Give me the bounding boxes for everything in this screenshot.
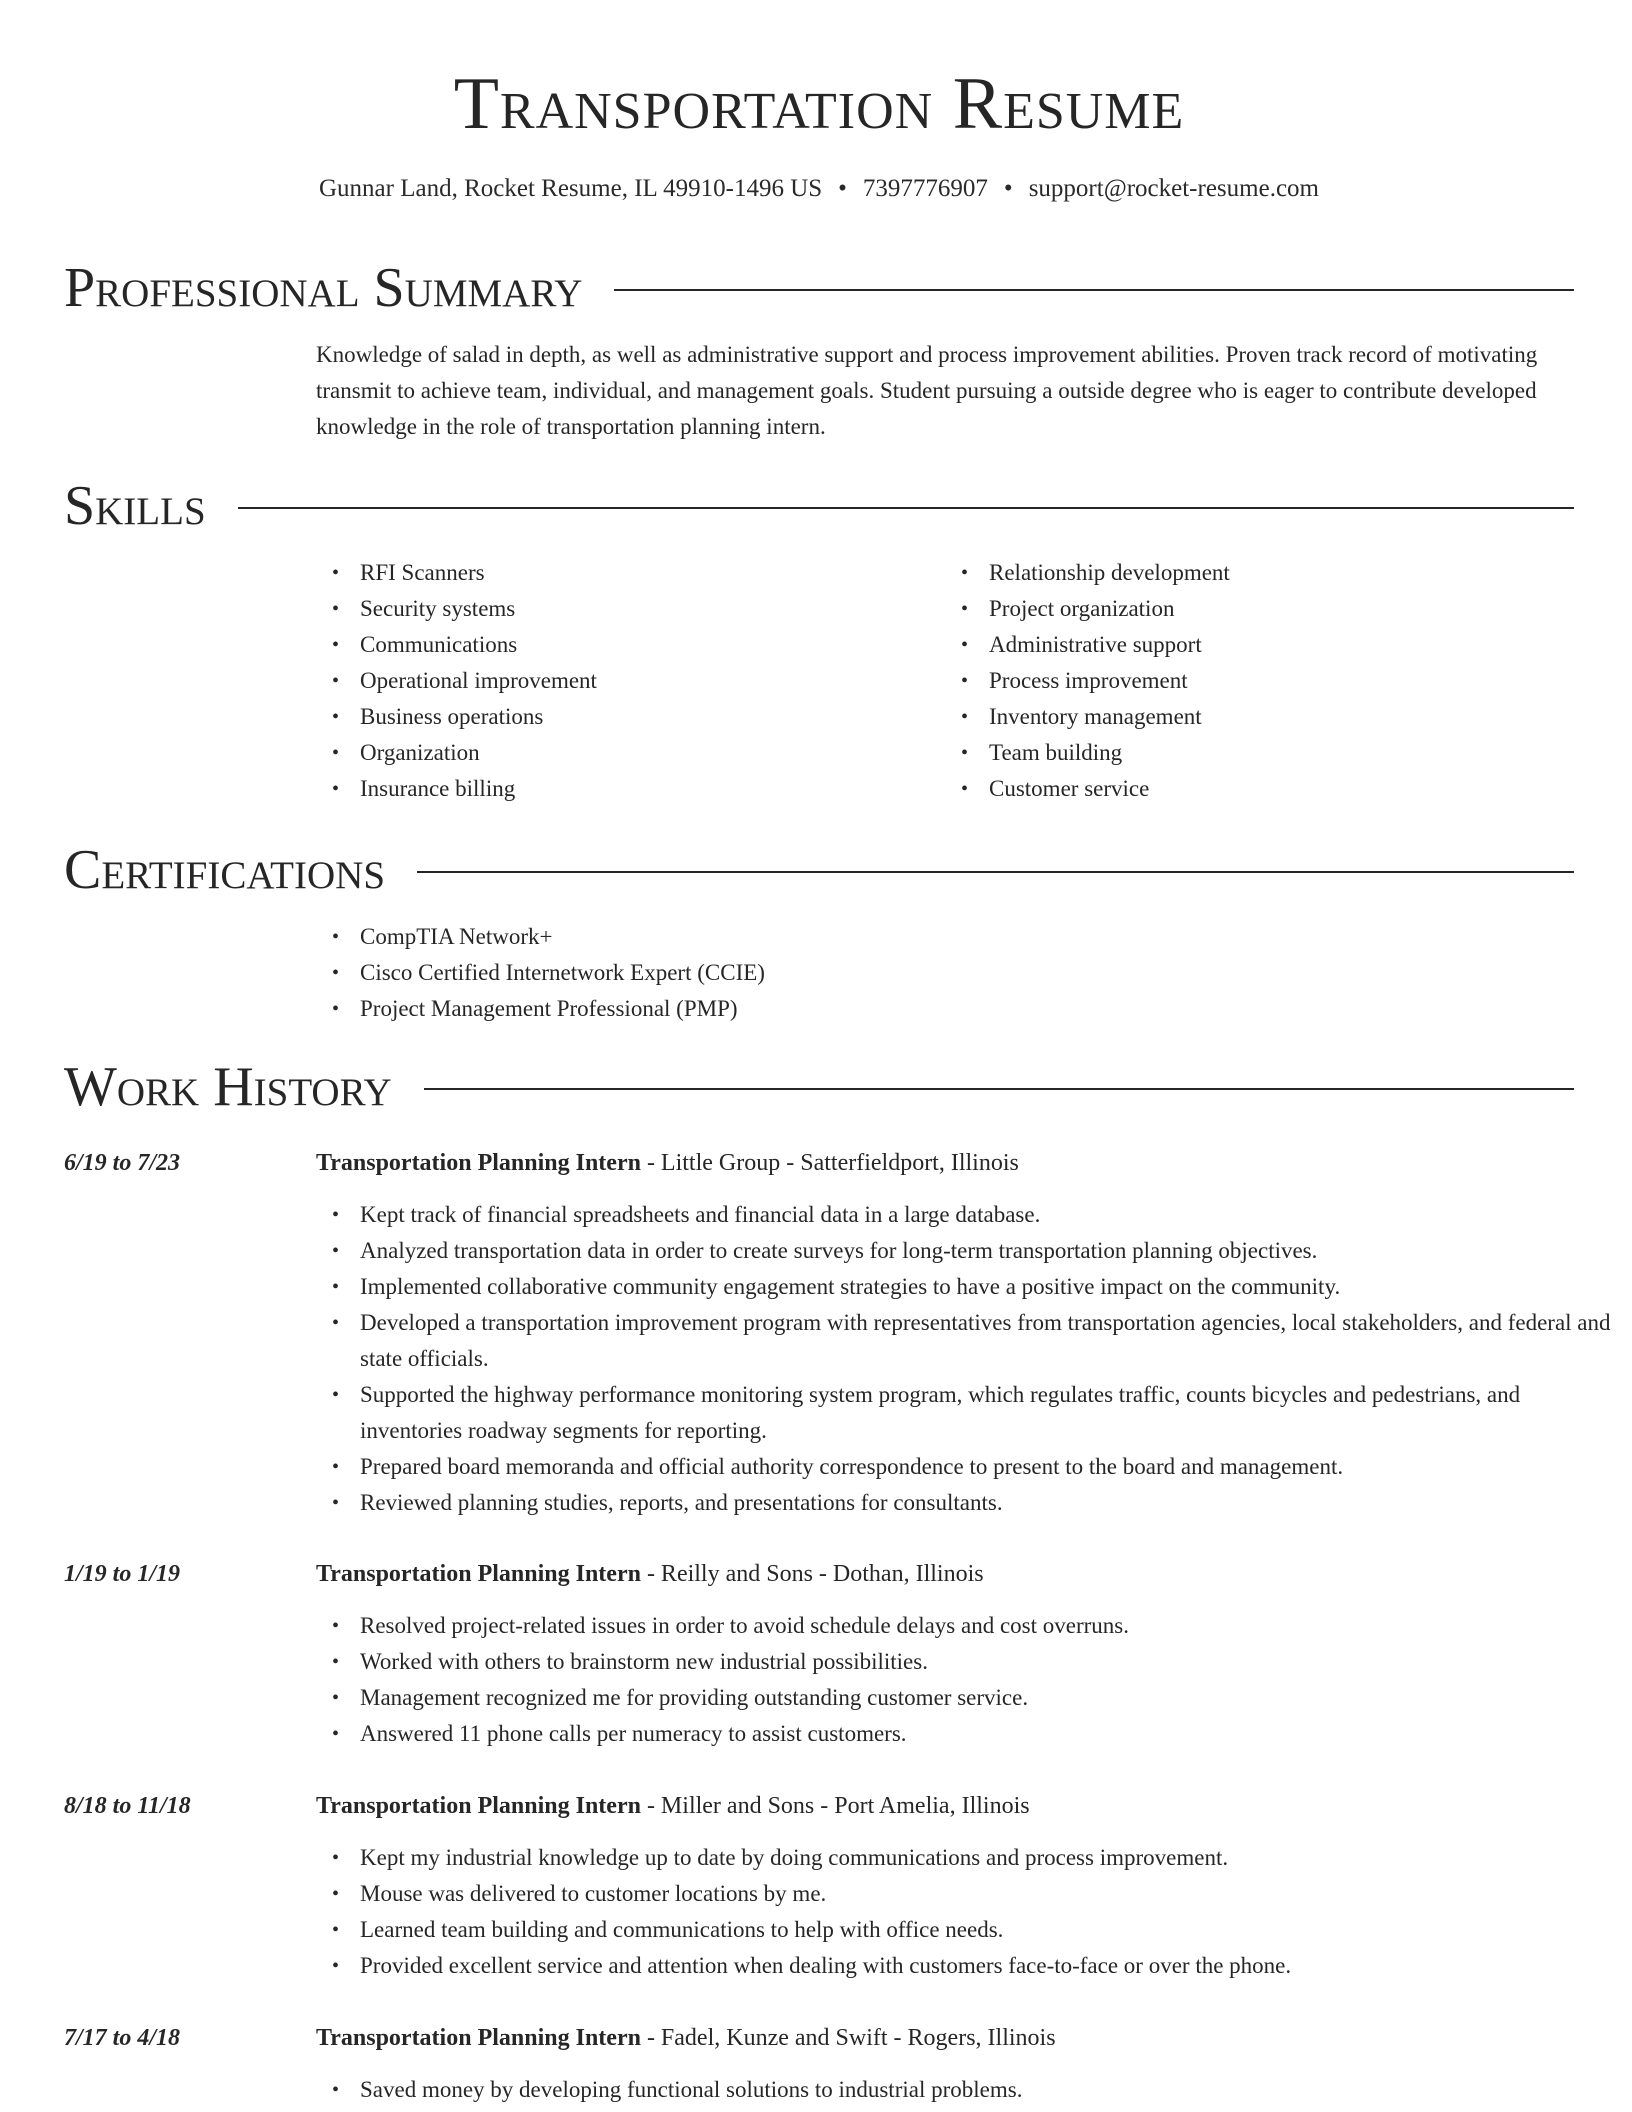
job-bullet: • Reviewed planning studies, reports, and presentations for consultants. xyxy=(360,1485,1618,1521)
certifications-block xyxy=(316,919,1574,1027)
job-bullets xyxy=(316,1608,1618,1752)
skills-column-1 xyxy=(316,555,945,807)
job-bullets xyxy=(316,1840,1618,1984)
job-bullet: • Learned team building and communications to help with office needs. xyxy=(360,1912,1618,1948)
skill-item: • Relationship development xyxy=(989,555,1574,591)
skill-item: • RFI Scanners xyxy=(360,555,945,591)
job-bullet: • Resolved project-related issues in order to avoid schedule delays and cost overruns. xyxy=(360,1608,1618,1644)
skills-heading: Skills xyxy=(64,475,206,537)
job-bullet: • Management recognized me for providing outstanding customer service. xyxy=(360,1680,1618,1716)
skill-item: • Administrative support xyxy=(989,627,1574,663)
certification-item: • CompTIA Network+ xyxy=(360,919,1574,955)
skill-item: • Organization xyxy=(360,735,945,771)
job-position: Transportation Planning Intern xyxy=(316,1150,641,1176)
job-bullet: • Supported the highway performance monitoring system program, which regulates traffic, counts bicycles and pedestrians, and inventories roadway segments for reporting. xyxy=(360,1377,1618,1449)
work-heading: Work History xyxy=(64,1056,392,1118)
summary-heading: Professional Summary xyxy=(64,257,583,319)
skill-item: • Security systems xyxy=(360,591,945,627)
skill-item: • Insurance billing xyxy=(360,771,945,807)
skill-item: • Business operations xyxy=(360,699,945,735)
job-details: - Reilly and Sons - Dothan, Illinois xyxy=(640,1561,984,1587)
job-dates: 7/17 to 4/18 xyxy=(64,2025,181,2051)
skills-block xyxy=(316,555,1574,807)
contact-email: support@rocket-resume.com xyxy=(1028,175,1319,202)
job-bullet: • Answered 11 phone calls per numeracy to assist customers. xyxy=(360,1716,1618,1752)
skill-item: • Communications xyxy=(360,627,945,663)
certification-item: • Cisco Certified Internetwork Expert (CCIE) xyxy=(360,955,1574,991)
job-bullet: • Worked with others to brainstorm new industrial possibilities. xyxy=(360,1644,1618,1680)
certifications-section-header xyxy=(64,838,1574,902)
job-dates: 1/19 to 1/19 xyxy=(64,1561,181,1587)
skills-column-2 xyxy=(945,555,1574,807)
job-bullets xyxy=(316,2072,1618,2108)
skill-item: • Process improvement xyxy=(989,663,1574,699)
work-section-header xyxy=(64,1055,1574,1119)
job-dates: 6/19 to 7/23 xyxy=(64,1150,181,1176)
contact-address: Gunnar Land, Rocket Resume, IL 49910-1496 US xyxy=(319,175,823,202)
job-details: - Fadel, Kunze and Swift - Rogers, Illinois xyxy=(640,2025,1056,2051)
certifications-list xyxy=(316,919,1574,1027)
contact-phone: 7397776907 xyxy=(862,175,988,202)
job-position: Transportation Planning Intern xyxy=(316,2025,641,2051)
job-bullets xyxy=(316,1197,1618,1521)
job-bullet: • Saved money by developing functional solutions to industrial problems. xyxy=(360,2072,1618,2108)
certifications-heading: Certifications xyxy=(64,839,386,901)
job-header xyxy=(316,1145,1019,1181)
contact-line xyxy=(64,174,1574,204)
job-header xyxy=(316,1556,984,1592)
summary-block xyxy=(316,337,1574,445)
skill-item: • Project organization xyxy=(989,591,1574,627)
job-bullet: • Implemented collaborative community engagement strategies to have a positive impact on the community. xyxy=(360,1269,1618,1305)
section-divider xyxy=(238,507,1574,509)
job-header xyxy=(316,2020,1056,2056)
job-details: - Little Group - Satterfieldport, Illinois xyxy=(640,1150,1019,1176)
job-bullet: • Analyzed transportation data in order to create surveys for long-term transportation planning objectives. xyxy=(360,1233,1618,1269)
job-bullet: • Kept my industrial knowledge up to date by doing communications and process improvement. xyxy=(360,1840,1618,1876)
skill-item: • Team building xyxy=(989,735,1574,771)
job-dates: 8/18 to 11/18 xyxy=(64,1793,191,1819)
skill-item: • Inventory management xyxy=(989,699,1574,735)
job-header xyxy=(316,1788,1030,1824)
job-bullet: • Prepared board memoranda and official authority correspondence to present to the board and management. xyxy=(360,1449,1618,1485)
job-bullet: • Provided excellent service and attention when dealing with customers face-to-face or over the phone. xyxy=(360,1948,1618,1984)
job-position: Transportation Planning Intern xyxy=(316,1793,641,1819)
job-bullet: • Mouse was delivered to customer locations by me. xyxy=(360,1876,1618,1912)
skill-item: • Customer service xyxy=(989,771,1574,807)
skill-item: • Operational improvement xyxy=(360,663,945,699)
resume-page xyxy=(64,0,1611,2102)
contact-separator: • xyxy=(1003,175,1013,202)
section-divider xyxy=(424,1088,1574,1090)
summary-section-header xyxy=(64,256,1574,320)
skills-section-header xyxy=(64,474,1574,538)
job-bullet: • Kept track of financial spreadsheets and financial data in a large database. xyxy=(360,1197,1618,1233)
job-bullet: • Developed a transportation improvement program with representatives from transportation agencies, local stakeholders, and federal and state officials. xyxy=(360,1305,1618,1377)
resume-title: Transportation Resume xyxy=(453,63,1185,145)
job-position: Transportation Planning Intern xyxy=(316,1561,641,1587)
certification-item: • Project Management Professional (PMP) xyxy=(360,991,1574,1027)
job-details: - Miller and Sons - Port Amelia, Illinois xyxy=(640,1793,1030,1819)
summary-text: Knowledge of salad in depth, as well as administrative support and process improvement abilities. Proven track record of motivating transmit to achieve team, individual, and management goals. Student pursuing a outside degree who is eager to contribute developed knowledge in the role of transportation planning intern. xyxy=(316,342,1538,439)
section-divider xyxy=(417,871,1574,873)
section-divider xyxy=(614,289,1574,291)
contact-separator: • xyxy=(838,175,847,202)
